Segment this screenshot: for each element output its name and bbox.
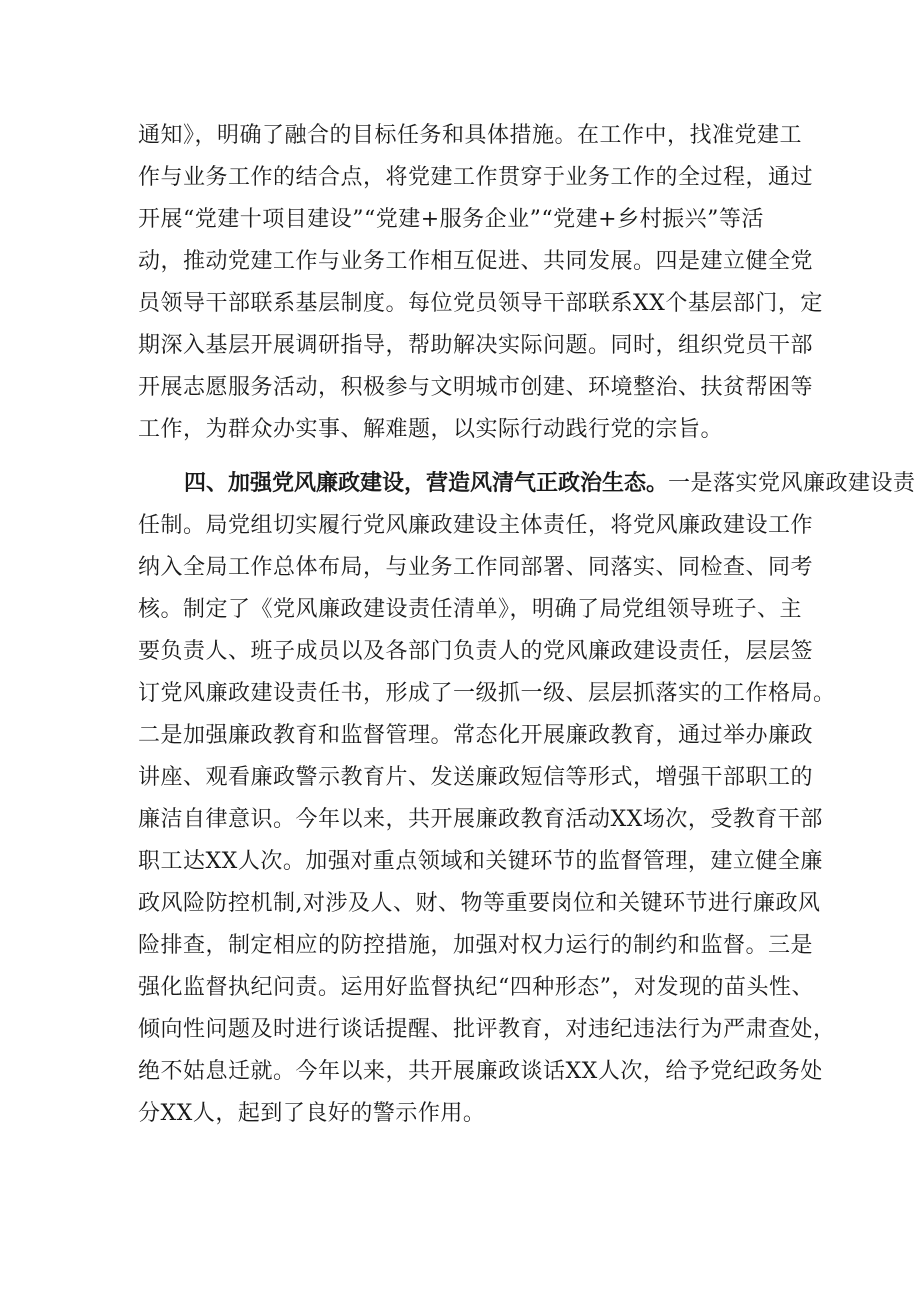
paragraph-line: 倾向性问题及时进行谈话提醒、批评教育，对违纪违法行为严肃查处， xyxy=(138,1017,836,1042)
paragraph-line: 要负责人、班子成员以及各部门负责人的党风廉政建设责任，层层签 xyxy=(138,639,814,664)
paragraph-line: 核。制定了《党风廉政建设责任清单》，明确了局党组领导班子、主 xyxy=(138,597,803,622)
section-heading-line xyxy=(184,464,916,504)
paragraph-line: 分XX人，起到了良好的警示作用。 xyxy=(138,1101,486,1126)
paragraph-line: 开展“党建十项目建设”“党建+服务企业”“党建+乡村振兴”等活 xyxy=(138,207,764,232)
paragraph-line: 讲座、观看廉政警示教育片、发送廉政短信等形式，增强干部职工的 xyxy=(138,765,814,790)
paragraph-line: 动，推动党建工作与业务工作相互促进、共同发展。四是建立健全党 xyxy=(138,249,814,274)
paragraph-line: 职工达XX人次。加强对重点领域和关键环节的监督管理，建立健全廉 xyxy=(138,849,823,874)
paragraph-line: 廉洁自律意识。今年以来，共开展廉政教育活动XX场次，受教育干部 xyxy=(138,807,823,832)
paragraph-line: 强化监督执纪问责。运用好监督执纪“四种形态”，对发现的苗头性、 xyxy=(138,975,814,1000)
paragraph-line: 作与业务工作的结合点，将党建工作贯穿于业务工作的全过程，通过 xyxy=(138,165,814,190)
paragraph-line: 员领导干部联系基层制度。每位党员领导干部联系XX个基层部门，定 xyxy=(138,291,823,316)
section-heading-continuation: 一是落实党风廉政建设责 xyxy=(668,471,916,496)
paragraph-line: 纳入全局工作总体布局，与业务工作同部署、同落实、同检查、同考 xyxy=(138,555,814,580)
paragraph-line: 任制。局党组切实履行党风廉政建设主体责任，将党风廉政建设工作 xyxy=(138,513,814,538)
paragraph-line: 二是加强廉政教育和监督管理。常态化开展廉政教育，通过举办廉政 xyxy=(138,723,814,748)
paragraph-line: 险排查，制定相应的防控措施，加强对权力运行的制约和监督。三是 xyxy=(138,933,814,958)
paragraph-line: 订党风廉政建设责任书，形成了一级抓一级、层层抓落实的工作格局。 xyxy=(138,681,836,706)
paragraph-line: 开展志愿服务活动，积极参与文明城市创建、环境整治、扶贫帮困等 xyxy=(138,375,814,400)
paragraph-line: 工作，为群众办实事、解难题，以实际行动践行党的宗旨。 xyxy=(138,417,724,442)
section-heading: 四、加强党风廉政建设，营造风清气正政治生态。 xyxy=(184,471,669,496)
paragraph-line: 绝不姑息迁就。今年以来，共开展廉政谈话XX人次，给予党纪政务处 xyxy=(138,1059,823,1084)
paragraph-line: 通知》，明确了融合的目标任务和具体措施。在工作中，找准党建工 xyxy=(138,123,803,148)
paragraph-line: 政风险防控机制,对涉及人、财、物等重要岗位和关键环节进行廉政风 xyxy=(138,891,821,916)
paragraph-line: 期深入基层开展调研指导，帮助解决实际问题。同时，组织党员干部 xyxy=(138,333,814,358)
